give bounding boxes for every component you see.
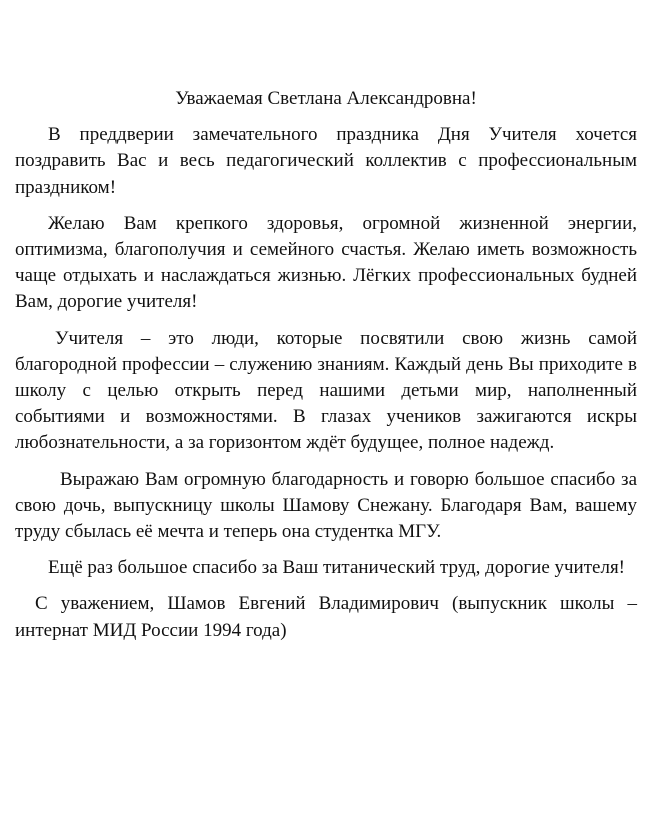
letter-salutation: Уважаемая Светлана Александровна!: [175, 88, 477, 109]
letter-paragraph-teachers: Учителя – это люди, которые посвятили свою жизнь самой благородной профессии – служению знаниям. Каждый день Вы приходите в школу с целью открыть перед нашими детьми мир, наполненный событиями и возможностями. В глазах учеников зажигаются искры любознательности, а за горизонтом ждёт будущее, полное надежд.: [15, 327, 637, 454]
letter-signature: С уважением, Шамов Евгений Владимирович (выпускник школы – интернат МИД России 1994 года): [15, 593, 637, 641]
letter-paragraph-gratitude: Выражаю Вам огромную благодарность и говорю большое спасибо за свою дочь, выпускницу школы Шамову Снежану. Благодаря Вам, вашему труду сбылась её мечта и теперь она студентка МГУ.: [15, 468, 637, 543]
letter-body: [15, 86, 637, 654]
letter-paragraph-greeting: В преддверии замечательного праздника Дня Учителя хочется поздравить Вас и весь педагогический коллектив с профессиональным праздником!: [15, 124, 637, 198]
letter-paragraph-wishes: Желаю Вам крепкого здоровья, огромной жизненной энергии, оптимизма, благополучия и семейного счастья. Желаю иметь возможность чаще отдыхать и наслаждаться жизнью. Лёгких профессиональных будней Вам, дорогие учителя!: [15, 212, 637, 313]
letter-paragraph-thanks: Ещё раз большое спасибо за Ваш титанический труд, дорогие учителя!: [48, 557, 626, 579]
